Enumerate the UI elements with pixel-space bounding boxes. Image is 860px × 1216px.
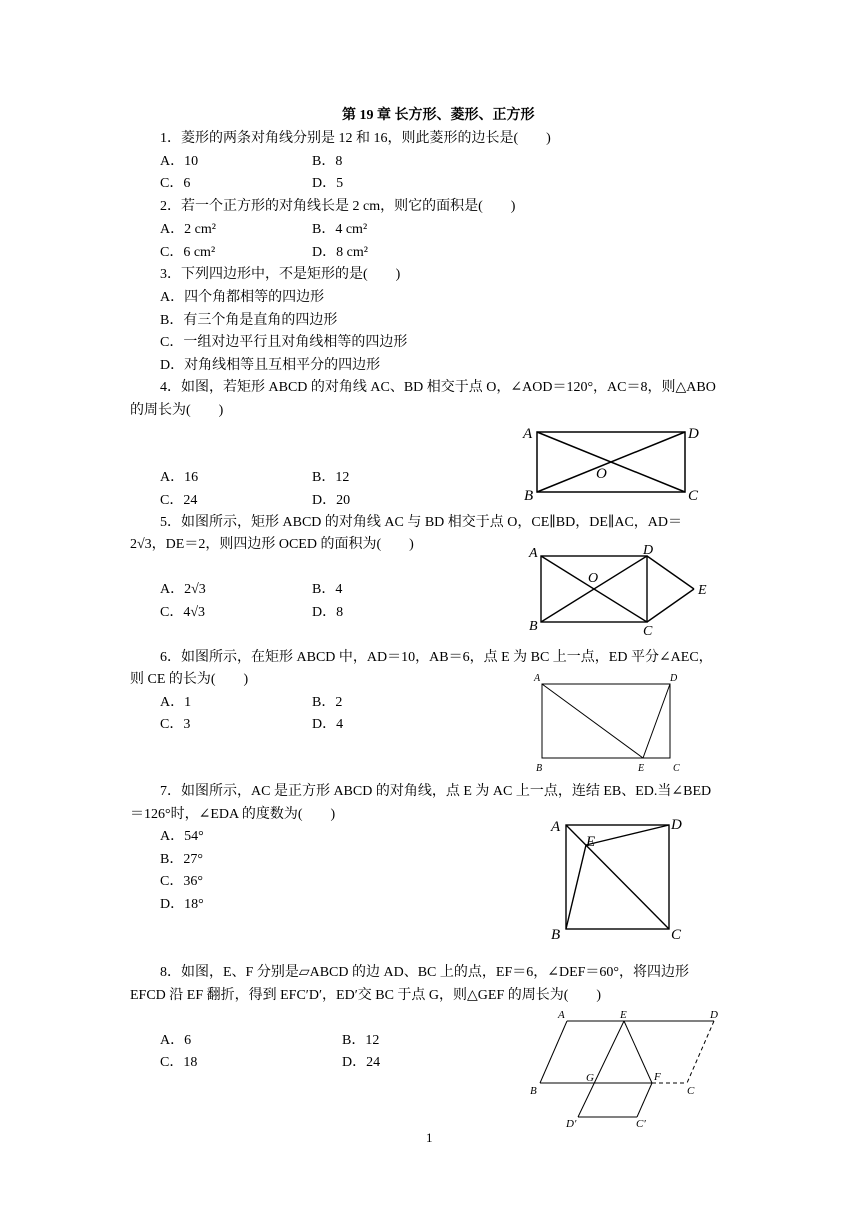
q2-stem: 2．若一个正方形的对角线长是 2 cm，则它的面积是( )	[160, 199, 516, 214]
q8-segment-c1f	[637, 1083, 652, 1117]
q4-option-b: B．12	[312, 470, 350, 485]
q1-option-d: D．5	[312, 176, 344, 191]
q4-label-b: B	[524, 488, 534, 504]
q4-figure	[520, 420, 700, 502]
q5-option-a: A．2√3	[160, 582, 206, 597]
q8-figure	[520, 1005, 735, 1135]
q4-option-c: C．24	[160, 493, 198, 508]
q4-stem-line2: 的周长为( )	[130, 403, 224, 418]
q6-option-b: B．2	[312, 695, 343, 710]
q5-option-c: C．4√3	[160, 605, 206, 620]
q8-stem-line1: 8．如图，E、F 分别是▱ABCD 的边 AD、BC 上的点，EF＝6，∠DEF＝60°，将四边形	[160, 965, 690, 980]
q7-stem-line1: 7．如图所示，AC 是正方形 ABCD 的对角线，点 E 为 AC 上一点，连结 EB、ED.当∠BED	[160, 784, 712, 799]
q5-label-e: E	[698, 583, 707, 598]
q5-segment-ce	[647, 589, 694, 622]
q6-segment-ae	[542, 684, 643, 758]
q6-segment-de	[643, 684, 670, 758]
q7-label-d: D	[671, 817, 682, 833]
q6-label-e: E	[638, 763, 645, 774]
q7-label-c: C	[671, 927, 682, 943]
q6-option-a: A．1	[160, 695, 192, 710]
q7-segment-de	[586, 825, 669, 845]
q2-option-c: C．6 cm²	[160, 245, 216, 260]
q8-segment-dc-dashed	[687, 1021, 714, 1083]
q7-label-a: A	[551, 819, 561, 835]
q5-label-o: O	[588, 571, 599, 586]
q8-option-c: C．18	[160, 1055, 198, 1070]
q8-label-g: G	[586, 1072, 594, 1084]
q7-option-a: A．54°	[160, 829, 204, 844]
q3-option-b: B．有三个角是直角的四边形	[160, 313, 338, 328]
q5-label-a: A	[529, 546, 538, 561]
q6-stem-line1: 6．如图所示，在矩形 ABCD 中，AD＝10，AB＝6，点 E 为 BC 上一点，ED 平分∠AEC，	[160, 650, 713, 665]
q6-label-b: B	[536, 763, 543, 774]
q8-stem-line2: EFCD 沿 EF 翻折，得到 EFC′D′，ED′交 BC 于点 G，则△GEF 的周长为( )	[130, 988, 602, 1003]
q4-stem-line1: 4．如图，若矩形 ABCD 的对角线 AC、BD 相交于点 O，∠AOD＝120°，AC＝8，则△ABO	[160, 380, 716, 395]
q8-label-c: C	[687, 1085, 695, 1097]
q3-option-a: A．四个角都相等的四边形	[160, 290, 325, 305]
q5-segment-de	[647, 556, 694, 589]
q5-label-d: D	[643, 543, 654, 558]
q3-option-c: C．一组对边平行且对角线相等的四边形	[160, 335, 408, 350]
q4-option-a: A．16	[160, 470, 199, 485]
q4-option-d: D．20	[312, 493, 351, 508]
q5-stem-line2: 2√3，DE＝2，则四边形 OCED 的面积为( )	[130, 537, 414, 552]
q8-label-e: E	[620, 1009, 627, 1021]
q5-option-d: D．8	[312, 605, 344, 620]
q8-segment-ef	[624, 1021, 652, 1083]
q6-option-c: C．3	[160, 717, 191, 732]
q1-stem: 1．菱形的两条对角线分别是 12 和 16，则此菱形的边长是( )	[160, 131, 551, 146]
q4-label-c: C	[688, 488, 699, 504]
q8-label-a: A	[558, 1009, 565, 1021]
page-number: 1	[426, 1130, 433, 1145]
q4-label-o: O	[596, 466, 607, 482]
q7-label-b: B	[551, 927, 561, 943]
q4-label-a: A	[523, 426, 533, 442]
q8-option-a: A．6	[160, 1033, 192, 1048]
q7-stem-line2: ＝126°时，∠EDA 的度数为( )	[130, 807, 336, 822]
q7-label-e: E	[586, 834, 596, 850]
q4-label-d: D	[688, 426, 699, 442]
q8-label-f: F	[654, 1071, 661, 1083]
q5-figure	[526, 540, 716, 638]
q7-segment-be	[566, 845, 586, 929]
q2-option-d: D．8 cm²	[312, 245, 368, 260]
q8-label-d: D	[710, 1009, 718, 1021]
q7-figure	[545, 812, 695, 942]
q6-label-c: C	[673, 763, 680, 774]
q8-label-d-prime: D′	[566, 1118, 577, 1130]
q6-option-d: D．4	[312, 717, 344, 732]
q1-option-b: B．8	[312, 154, 343, 169]
q6-stem-line2: 则 CE 的长为( )	[130, 672, 249, 687]
q7-option-c: C．36°	[160, 874, 203, 889]
q8-label-b: B	[530, 1085, 537, 1097]
q6-figure	[530, 668, 690, 774]
q2-option-b: B．4 cm²	[312, 222, 368, 237]
q8-option-d: D．24	[342, 1055, 381, 1070]
q3-option-d: D．对角线相等且互相平分的四边形	[160, 358, 381, 373]
q6-label-a: A	[534, 673, 541, 684]
q5-option-b: B．4	[312, 582, 343, 597]
q3-stem: 3．下列四边形中，不是矩形的是( )	[160, 267, 401, 282]
q1-option-a: A．10	[160, 154, 199, 169]
q8-option-b: B．12	[342, 1033, 380, 1048]
q6-rectangle	[542, 684, 670, 758]
q5-label-b: B	[529, 619, 538, 634]
q8-segment-ed1	[578, 1021, 624, 1117]
q8-label-c-prime: C′	[636, 1118, 646, 1130]
q7-option-d: D．18°	[160, 897, 204, 912]
page-title: 第 19 章 长方形、菱形、正方形	[342, 108, 535, 123]
q5-stem-line1: 5．如图所示，矩形 ABCD 的对角线 AC 与 BD 相交于点 O，CE∥BD，DE∥AC，AD＝	[160, 515, 683, 530]
q2-option-a: A．2 cm²	[160, 222, 216, 237]
q7-diagonal-ac	[566, 825, 669, 929]
q6-label-d: D	[670, 673, 678, 684]
q7-option-b: B．27°	[160, 852, 203, 867]
q1-option-c: C．6	[160, 176, 191, 191]
q8-segment-ab	[540, 1021, 567, 1083]
q5-label-c: C	[643, 624, 653, 639]
